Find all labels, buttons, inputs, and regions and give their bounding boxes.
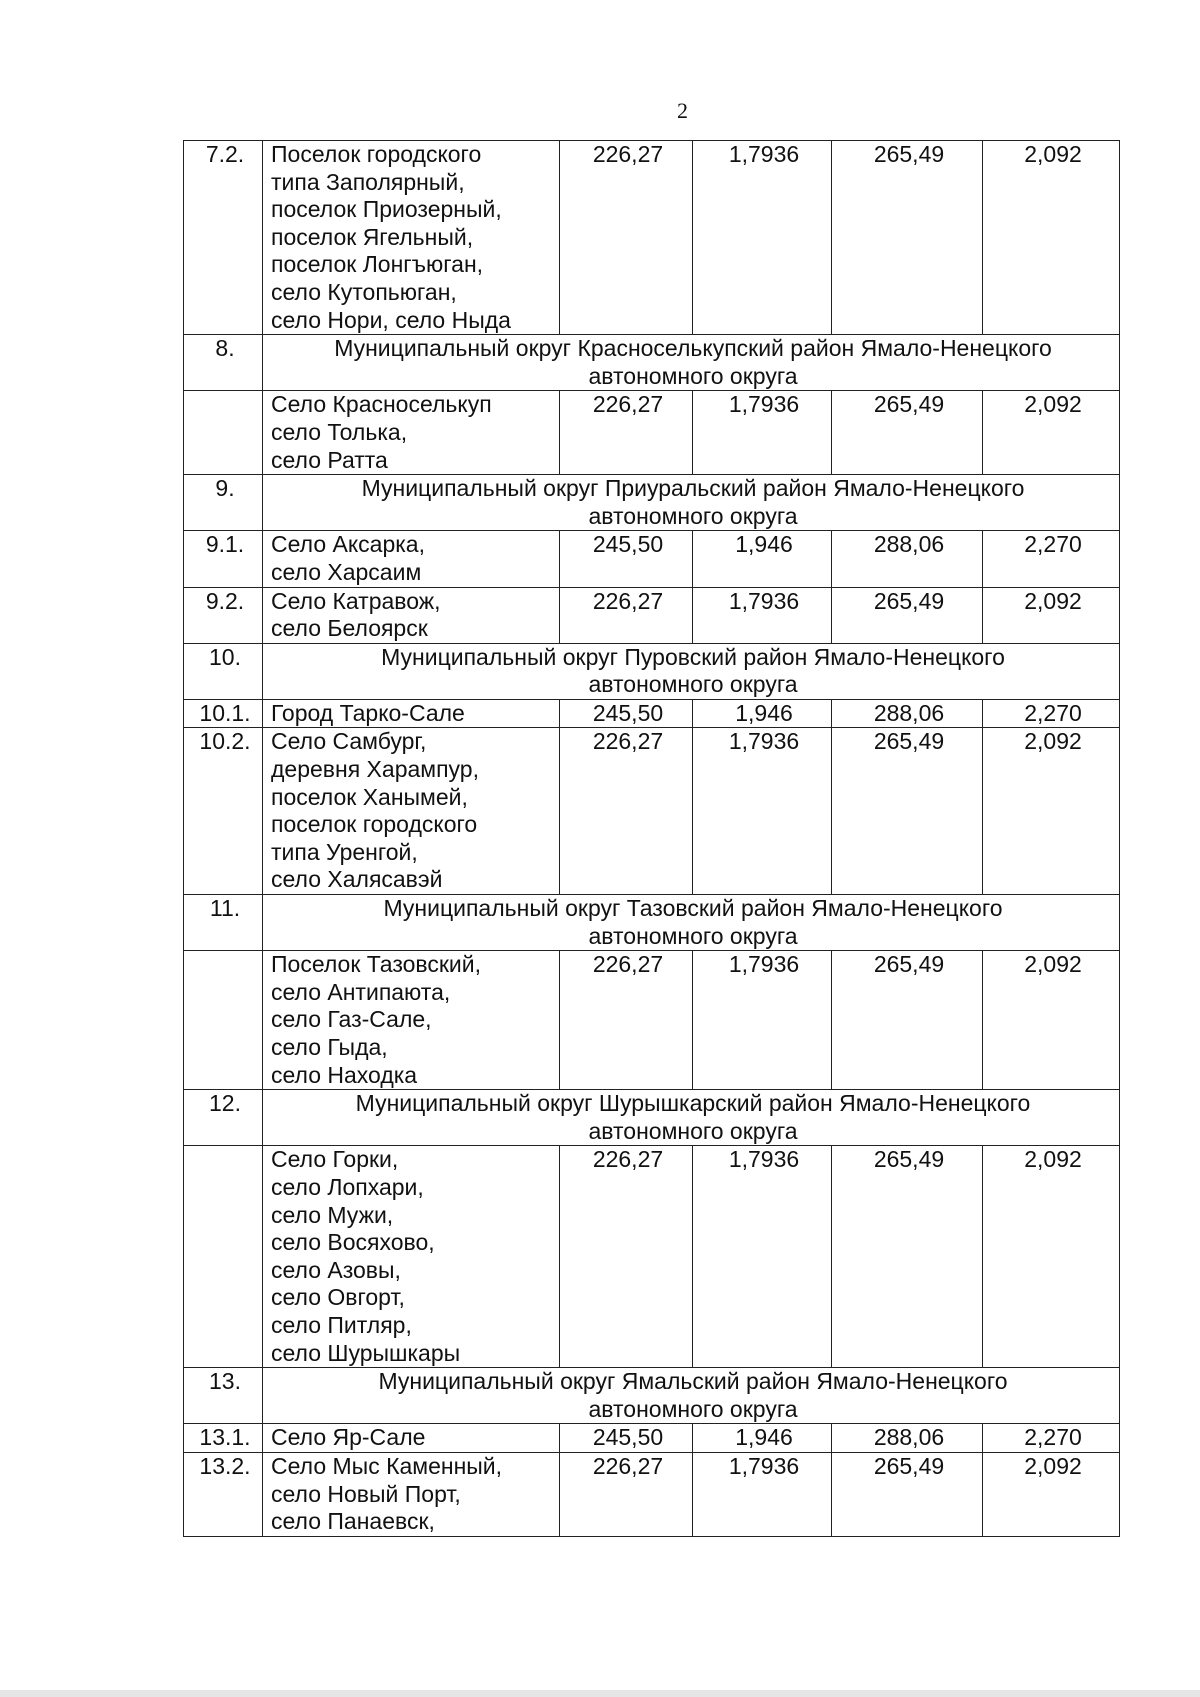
tariff-value-v4: 2,092: [983, 1452, 1120, 1536]
district-title-line: Муниципальный округ Ямальский район Ямало-Ненецкого: [378, 1368, 1008, 1395]
tariff-value-v3: 265,49: [832, 1146, 983, 1368]
settlement-name: село Лопхари,: [271, 1173, 424, 1200]
tariff-value-v2: 1,7936: [693, 951, 832, 1090]
settlement-name: село Гыда,: [271, 1034, 388, 1060]
district-title: [263, 1090, 1120, 1146]
row-number: 10.1.: [184, 699, 263, 728]
tariff-value-v4: 2,092: [983, 391, 1120, 475]
settlement-name: село Нори, село Ныда: [271, 306, 511, 333]
tariff-value-v3: 288,06: [832, 531, 983, 587]
district-title-line: автономного округа: [588, 362, 798, 389]
settlement-name: село Кутопьюган,: [271, 278, 457, 305]
tariff-value-v4: 2,092: [983, 951, 1120, 1090]
district-title-line: автономного округа: [588, 1117, 798, 1144]
tariff-value-v1: 226,27: [560, 1452, 693, 1536]
table-row: [184, 1424, 1120, 1453]
tariff-value-v1: 226,27: [560, 391, 693, 475]
settlement-names: [263, 1452, 560, 1536]
table-row: [184, 587, 1120, 643]
row-number: 7.2.: [184, 141, 263, 335]
table-row: [184, 951, 1120, 1090]
settlement-names: [263, 728, 560, 895]
settlement-name: Поселок Тазовский,: [271, 951, 482, 978]
table-row: [184, 699, 1120, 728]
row-number: [184, 951, 263, 1090]
district-title: [263, 895, 1120, 951]
tariff-value-v4: 2,270: [983, 531, 1120, 587]
tariff-value-v4: 2,270: [983, 699, 1120, 728]
settlement-name: село Находка: [271, 1061, 418, 1088]
tariff-value-v2: 1,7936: [693, 728, 832, 895]
tariff-value-v2: 1,946: [693, 531, 832, 587]
district-row: [184, 335, 1120, 391]
table-row: [184, 1146, 1120, 1368]
settlement-name: село Питляр,: [271, 1311, 412, 1338]
settlement-name: село Шурышкары: [271, 1339, 461, 1366]
tariff-value-v1: 245,50: [560, 531, 693, 587]
row-number: 9.1.: [184, 531, 263, 587]
tariff-value-v1: 226,27: [560, 951, 693, 1090]
row-number: 9.2.: [184, 587, 263, 643]
row-number: [184, 391, 263, 475]
settlement-name: село Панаевск,: [271, 1508, 435, 1535]
tariff-value-v2: 1,7936: [693, 391, 832, 475]
district-title: [263, 643, 1120, 699]
tariff-value-v3: 265,49: [832, 951, 983, 1090]
settlement-name: село Халясавэй: [271, 866, 443, 893]
settlement-name: село Антипаюта,: [271, 978, 451, 1005]
settlement-name: типа Заполярный,: [271, 168, 465, 195]
district-title: [263, 1368, 1120, 1424]
district-title: [263, 335, 1120, 391]
settlement-name: Село Горки,: [271, 1146, 399, 1173]
table-row: [184, 728, 1120, 895]
tariff-value-v3: 265,49: [832, 728, 983, 895]
settlement-name: поселок Ягельный,: [271, 223, 474, 250]
tariff-table-body: [184, 141, 1120, 1537]
tariff-value-v1: 226,27: [560, 587, 693, 643]
settlement-name: село Харсаим: [271, 558, 422, 585]
settlement-names: [263, 531, 560, 587]
settlement-names: [263, 587, 560, 643]
district-title-line: Муниципальный округ Шурышкарский район Ямало-Ненецкого: [355, 1090, 1031, 1117]
tariff-value-v3: 265,49: [832, 1452, 983, 1536]
district-title-line: автономного округа: [588, 1395, 798, 1422]
tariff-value-v3: 288,06: [832, 699, 983, 728]
tariff-value-v2: 1,7936: [693, 587, 832, 643]
row-number: 9.: [184, 475, 263, 531]
settlement-names: [263, 141, 560, 335]
row-number: 10.2.: [184, 728, 263, 895]
settlement-name: типа Уренгой,: [271, 838, 418, 865]
district-title-line: автономного округа: [588, 502, 798, 529]
settlement-name: село Восяхово,: [271, 1229, 435, 1256]
settlement-name: поселок Ханымей,: [271, 783, 468, 810]
table-row: [184, 1452, 1120, 1536]
district-title-line: Муниципальный округ Тазовский район Ямало-Ненецкого: [383, 895, 1003, 922]
table-row: [184, 531, 1120, 587]
settlement-name: Село Мыс Каменный,: [271, 1452, 503, 1479]
settlement-name: Село Самбург,: [271, 728, 427, 755]
settlement-name: поселок городского: [271, 811, 478, 838]
tariff-table: [183, 140, 1120, 1537]
row-number: 13.: [184, 1368, 263, 1424]
tariff-value-v1: 245,50: [560, 1424, 693, 1453]
district-title-line: автономного округа: [588, 671, 798, 698]
settlement-names: [263, 1424, 560, 1453]
district-row: [184, 895, 1120, 951]
row-number: [184, 1146, 263, 1368]
settlement-name: Село Яр-Сале: [271, 1424, 426, 1451]
tariff-value-v4: 2,092: [983, 587, 1120, 643]
tariff-value-v1: 226,27: [560, 728, 693, 895]
district-title-line: автономного округа: [588, 922, 798, 949]
settlement-name: село Овгорт,: [271, 1284, 405, 1311]
tariff-value-v4: 2,092: [983, 728, 1120, 895]
settlement-name: село Новый Порт,: [271, 1480, 461, 1507]
table-row: [184, 141, 1120, 335]
settlement-name: село Белоярск: [271, 615, 428, 642]
district-title-line: Муниципальный округ Приуральский район Ямало-Ненецкого: [361, 475, 1025, 502]
tariff-value-v1: 226,27: [560, 1146, 693, 1368]
settlement-names: [263, 951, 560, 1090]
settlement-name: деревня Харампур,: [271, 756, 479, 783]
tariff-value-v4: 2,092: [983, 141, 1120, 335]
district-row: [184, 1090, 1120, 1146]
district-row: [184, 643, 1120, 699]
tariff-value-v3: 288,06: [832, 1424, 983, 1453]
tariff-value-v2: 1,7936: [693, 141, 832, 335]
settlement-name: Село Катравож,: [271, 587, 441, 614]
district-title: [263, 475, 1120, 531]
settlement-name: Село Красноселькуп: [271, 391, 492, 418]
tariff-value-v2: 1,946: [693, 1424, 832, 1453]
settlement-name: поселок Лонгъюган,: [271, 251, 484, 278]
row-number: 13.1.: [184, 1424, 263, 1453]
tariff-value-v3: 265,49: [832, 141, 983, 335]
table-row: [184, 391, 1120, 475]
row-number: 10.: [184, 643, 263, 699]
row-number: 8.: [184, 335, 263, 391]
settlement-name: Село Аксарка,: [271, 531, 425, 558]
district-row: [184, 475, 1120, 531]
district-title-line: Муниципальный округ Красноселькупский район Ямало-Ненецкого: [334, 335, 1052, 362]
tariff-value-v1: 226,27: [560, 141, 693, 335]
district-row: [184, 1368, 1120, 1424]
settlement-names: [263, 699, 560, 728]
tariff-value-v4: 2,092: [983, 1146, 1120, 1368]
district-title-line: Муниципальный округ Пуровский район Ямало-Ненецкого: [381, 643, 1005, 670]
settlement-name: Город Тарко-Сале: [271, 699, 465, 726]
row-number: 12.: [184, 1090, 263, 1146]
scan-edge: [0, 1690, 1200, 1697]
tariff-value-v2: 1,7936: [693, 1452, 832, 1536]
settlement-names: [263, 1146, 560, 1368]
tariff-value-v3: 265,49: [832, 391, 983, 475]
row-number: 13.2.: [184, 1452, 263, 1536]
settlement-name: село Азовы,: [271, 1256, 401, 1283]
settlement-names: [263, 391, 560, 475]
tariff-value-v4: 2,270: [983, 1424, 1120, 1453]
tariff-value-v1: 245,50: [560, 699, 693, 728]
settlement-name: село Толька,: [271, 418, 408, 445]
settlement-name: поселок Приозерный,: [271, 196, 502, 223]
settlement-name: Поселок городского: [271, 141, 482, 167]
page-number: 2: [677, 98, 688, 123]
tariff-value-v2: 1,7936: [693, 1146, 832, 1368]
row-number: 11.: [184, 895, 263, 951]
tariff-value-v2: 1,946: [693, 699, 832, 728]
settlement-name: село Мужи,: [271, 1201, 394, 1228]
settlement-name: село Ратта: [271, 446, 388, 473]
tariff-value-v3: 265,49: [832, 587, 983, 643]
settlement-name: село Газ-Сале,: [271, 1006, 432, 1033]
